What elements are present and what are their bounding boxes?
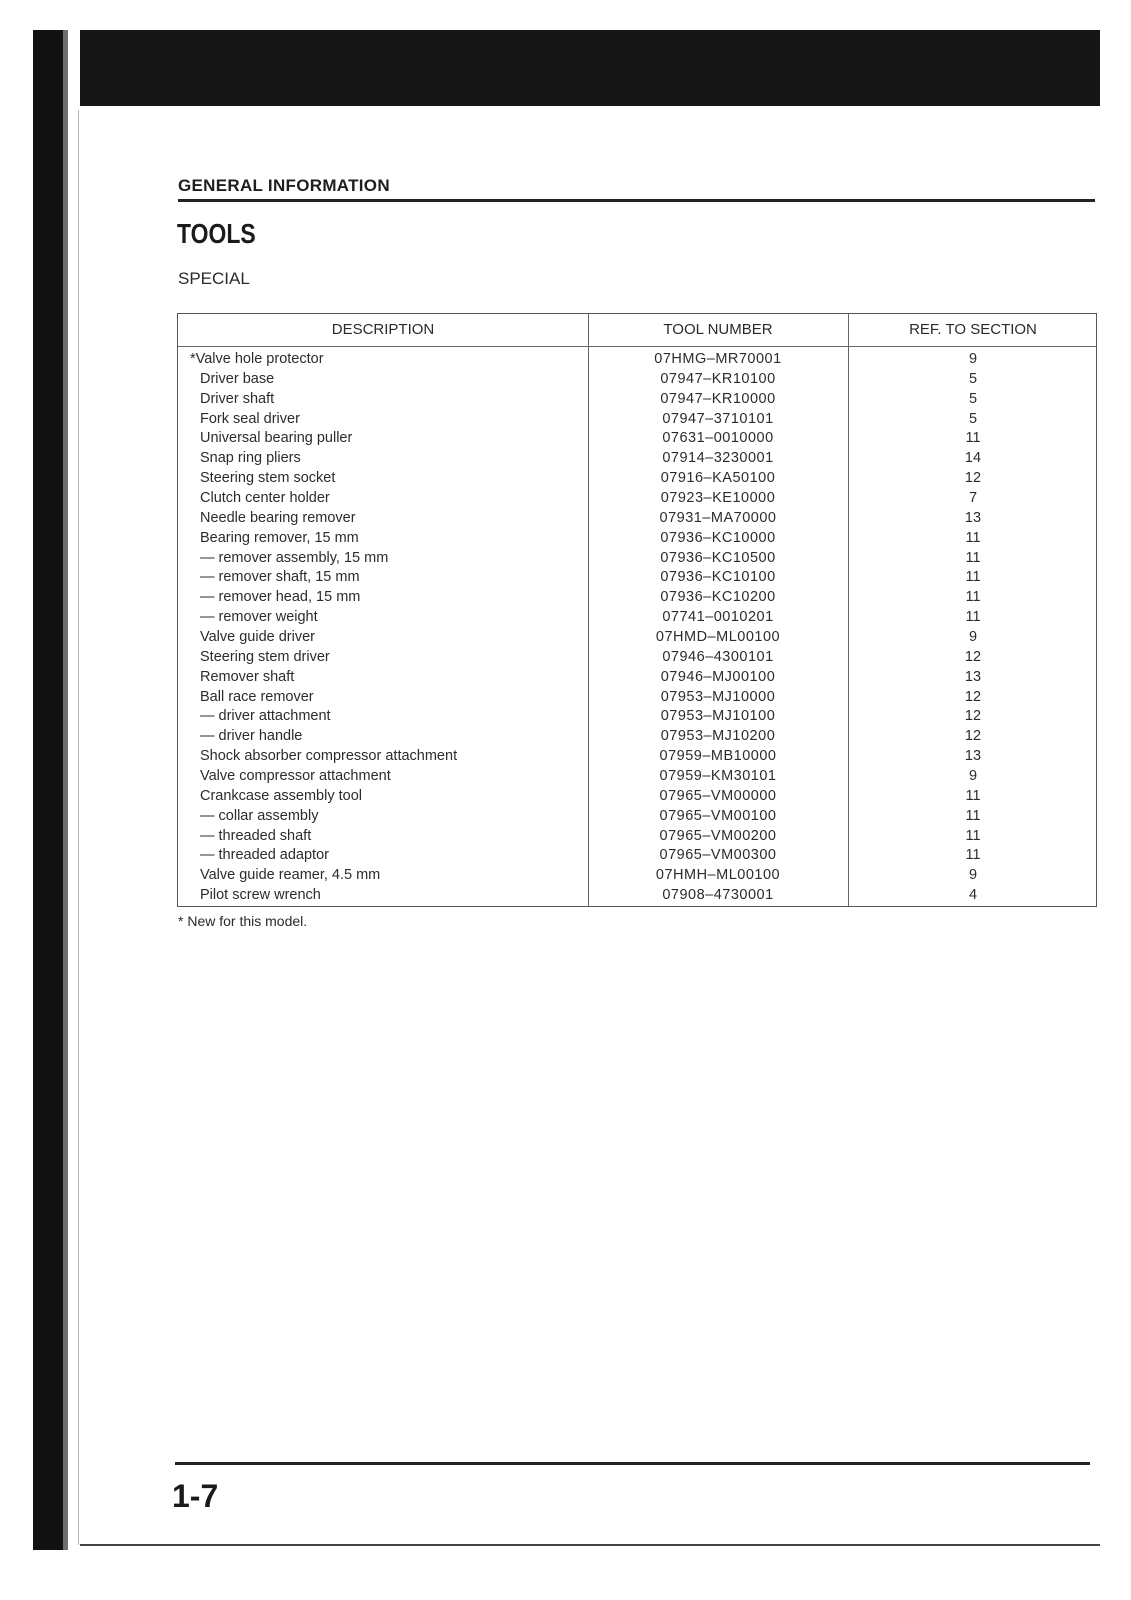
cell-description: Valve guide driver <box>200 629 315 646</box>
cell-tool-number: 07953–MJ10100 <box>660 708 776 725</box>
cell-ref-section: 11 <box>965 589 981 606</box>
cell-tool-number: 07931–MA70000 <box>659 509 777 526</box>
cell-description: — remover weight <box>200 609 318 626</box>
table-row <box>178 510 1096 530</box>
header-rule <box>178 199 1095 202</box>
cell-tool-number: 07947–3710101 <box>662 410 774 427</box>
cell-description: Clutch center holder <box>200 490 330 507</box>
cell-ref-section: 11 <box>965 609 981 626</box>
cell-tool-number: 07965–VM00000 <box>659 787 777 804</box>
cell-description: Fork seal driver <box>200 410 300 427</box>
cell-ref-section: 9 <box>968 867 978 884</box>
table-row <box>178 887 1096 907</box>
table-row <box>178 430 1096 450</box>
bottom-scan-edge <box>80 1544 1100 1546</box>
column-header-ref-section: REF. TO SECTION <box>909 321 1037 338</box>
cell-ref-section: 12 <box>964 688 982 705</box>
cell-tool-number: 07HMG–MR70001 <box>654 351 782 367</box>
table-row <box>178 530 1096 550</box>
cell-ref-section: 4 <box>968 887 978 904</box>
cell-tool-number: 07965–VM00300 <box>659 847 777 864</box>
cell-ref-section: 11 <box>965 787 981 804</box>
table-row <box>178 569 1096 589</box>
cell-description: — threaded adaptor <box>200 847 329 864</box>
cell-tool-number: 07959–MB10000 <box>659 748 777 765</box>
cell-description: *Valve hole protector <box>190 351 324 367</box>
cell-description: — driver attachment <box>200 708 331 725</box>
cell-ref-section: 9 <box>968 351 978 367</box>
cell-tool-number: 07936–KC10000 <box>660 529 776 546</box>
table-row <box>178 867 1096 887</box>
cell-ref-section: 9 <box>968 768 978 785</box>
table-row <box>178 450 1096 470</box>
cell-tool-number: 07959–KM30101 <box>659 768 777 785</box>
cell-tool-number: 07936–KC10200 <box>660 589 776 606</box>
top-scan-band <box>80 30 1100 106</box>
cell-tool-number: 07965–VM00100 <box>659 807 777 824</box>
table-row <box>178 470 1096 490</box>
cell-tool-number: 07916–KA50100 <box>660 470 776 487</box>
cell-description: — collar assembly <box>200 807 319 824</box>
page-title: TOOLS <box>177 218 256 249</box>
table-row <box>178 411 1096 431</box>
table-row <box>178 669 1096 689</box>
cell-ref-section: 5 <box>968 390 978 407</box>
table-row <box>178 788 1096 808</box>
cell-ref-section: 12 <box>964 728 982 745</box>
table-row <box>178 828 1096 848</box>
table-row <box>178 609 1096 629</box>
binding-edge-shadow <box>63 30 68 1550</box>
cell-description: Valve compressor attachment <box>200 768 391 785</box>
table-row <box>178 768 1096 788</box>
column-header-tool-number: TOOL NUMBER <box>663 321 773 338</box>
cell-ref-section: 13 <box>964 748 982 765</box>
cell-ref-section: 13 <box>964 668 982 685</box>
cell-description: — threaded shaft <box>200 827 312 844</box>
cell-description: — remover head, 15 mm <box>200 589 361 606</box>
cell-tool-number: 07946–4300101 <box>662 648 774 665</box>
cell-ref-section: 11 <box>965 549 981 566</box>
table-row <box>178 351 1096 371</box>
cell-description: Shock absorber compressor attachment <box>200 748 458 765</box>
cell-description: Ball race remover <box>200 688 314 705</box>
cell-description: Valve guide reamer, 4.5 mm <box>200 867 381 884</box>
table-row <box>178 728 1096 748</box>
table-body <box>178 351 1096 907</box>
cell-tool-number: 07953–MJ10200 <box>660 728 776 745</box>
page-number: 1-7 <box>172 1478 219 1514</box>
cell-tool-number: 07631–0010000 <box>662 430 774 447</box>
cell-tool-number: 07914–3230001 <box>662 450 774 467</box>
table-row <box>178 371 1096 391</box>
cell-tool-number: 07923–KE10000 <box>660 490 776 507</box>
tools-table <box>177 313 1097 907</box>
header-row-rule <box>178 346 1096 347</box>
cell-tool-number: 07953–MJ10000 <box>660 688 776 705</box>
cell-description: Remover shaft <box>200 668 295 685</box>
cell-ref-section: 7 <box>968 490 978 507</box>
cell-ref-section: 11 <box>965 827 981 844</box>
cell-description: Snap ring pliers <box>200 450 301 467</box>
footnote: * New for this model. <box>178 913 308 929</box>
cell-tool-number: 07HMH–ML00100 <box>655 867 781 884</box>
cell-description: Steering stem socket <box>200 470 336 487</box>
cell-tool-number: 07741–0010201 <box>662 609 774 626</box>
table-row <box>178 689 1096 709</box>
cell-ref-section: 11 <box>965 529 981 546</box>
table-row <box>178 649 1096 669</box>
cell-tool-number: 07908–4730001 <box>662 887 774 904</box>
cell-description: Steering stem driver <box>200 648 330 665</box>
cell-tool-number: 07HMD–ML00100 <box>655 629 781 646</box>
table-row <box>178 748 1096 768</box>
cell-tool-number: 07936–KC10500 <box>660 549 776 566</box>
page-margin-line <box>78 110 79 1545</box>
cell-description: — driver handle <box>200 728 303 745</box>
cell-ref-section: 11 <box>965 847 981 864</box>
cell-description: Crankcase assembly tool <box>200 787 362 804</box>
table-row <box>178 847 1096 867</box>
table-row <box>178 589 1096 609</box>
cell-description: — remover assembly, 15 mm <box>200 549 389 566</box>
cell-ref-section: 11 <box>965 430 981 447</box>
cell-tool-number: 07946–MJ00100 <box>660 668 776 685</box>
table-row <box>178 490 1096 510</box>
cell-ref-section: 12 <box>964 648 982 665</box>
cell-ref-section: 5 <box>968 410 978 427</box>
cell-description: Driver shaft <box>200 390 275 407</box>
cell-tool-number: 07965–VM00200 <box>659 827 777 844</box>
page-subtitle: SPECIAL <box>178 269 250 288</box>
table-row <box>178 708 1096 728</box>
cell-ref-section: 11 <box>965 807 981 824</box>
column-header-description: DESCRIPTION <box>331 321 435 338</box>
cell-description: Driver base <box>200 370 275 387</box>
cell-ref-section: 9 <box>968 629 978 646</box>
table-row <box>178 629 1096 649</box>
footer-rule <box>175 1462 1090 1465</box>
table-row <box>178 550 1096 570</box>
cell-description: Bearing remover, 15 mm <box>200 529 359 546</box>
cell-ref-section: 5 <box>968 370 978 387</box>
section-header: GENERAL INFORMATION <box>178 176 390 195</box>
cell-ref-section: 11 <box>965 569 981 586</box>
cell-ref-section: 13 <box>964 509 982 526</box>
cell-description: Universal bearing puller <box>200 430 353 447</box>
cell-tool-number: 07947–KR10100 <box>660 370 776 387</box>
cell-description: — remover shaft, 15 mm <box>200 569 360 586</box>
cell-tool-number: 07936–KC10100 <box>660 569 776 586</box>
cell-ref-section: 14 <box>964 450 982 467</box>
cell-ref-section: 12 <box>964 708 982 725</box>
binding-edge <box>33 30 63 1550</box>
cell-description: Pilot screw wrench <box>200 887 321 904</box>
cell-tool-number: 07947–KR10000 <box>660 390 776 407</box>
cell-description: Needle bearing remover <box>200 509 356 526</box>
table-row <box>178 391 1096 411</box>
table-row <box>178 808 1096 828</box>
cell-ref-section: 12 <box>964 470 982 487</box>
